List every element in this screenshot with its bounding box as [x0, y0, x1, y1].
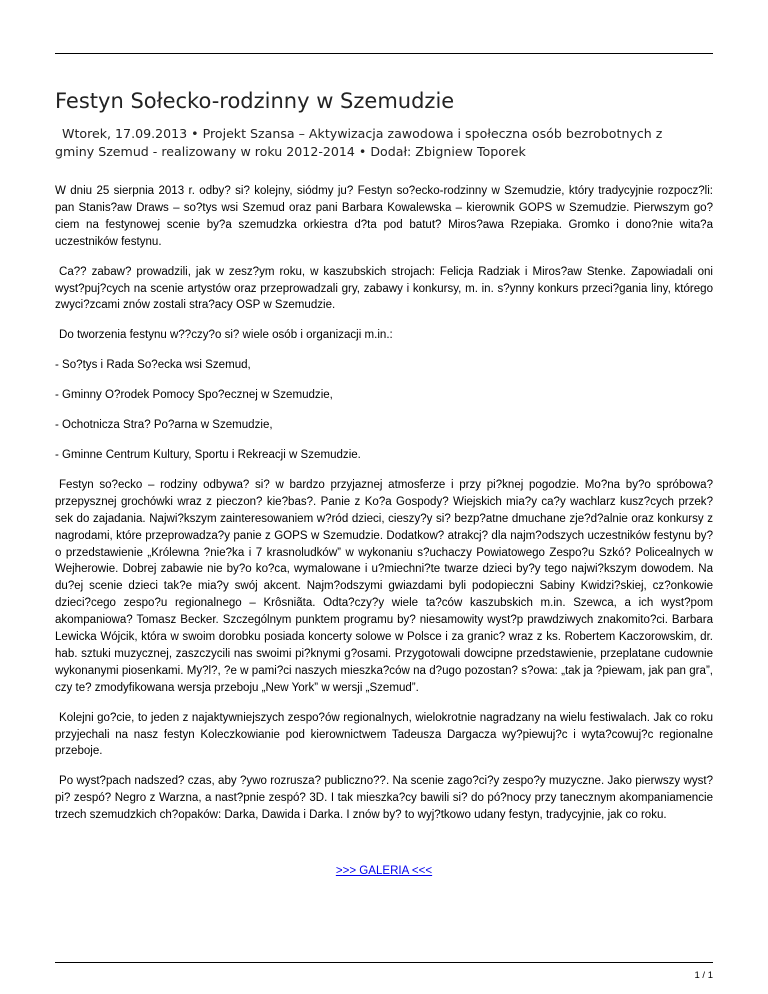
- gallery-link[interactable]: >>> GALERIA <<<: [335, 865, 433, 877]
- paragraph: Do tworzenia festynu w??czy?o si? wiele osób i organizacji m.in.:: [59, 329, 393, 342]
- list-item: - Gminne Centrum Kultury, Sportu i Rekreacji w Szemudzie.: [55, 448, 361, 461]
- paragraph: Po wyst?pach nadszed? czas, aby ?ywo rozrusza? publiczno??. Na scenie zago?ci?y zespo?y muzyczne. Jako pierwszy wyst?pi? zespó? Negro z Warzna, a nast?pnie zespó? 3D. I tak mieszka?cy bawili si? do pó?nocy przy tanecznym akompaniamencie trzech szemudzkich ch?opaków: Darka, Dawida i Darka. I znów by? to wyj?tkowo udany festyn, tradycyjnie, jak co roku.: [55, 775, 713, 822]
- list-item: - Gminny O?rodek Pomocy Spo?ecznej w Szemudzie,: [55, 389, 333, 402]
- paragraph: Festyn so?ecko – rodziny odbywa? si? w bardzo przyjaznej atmosferze i przy pi?knej pogodzie. Mo?na by?o spróbowa? przepysznej grochówki wraz z pieczon? kie?bas?. Panie z Ko?a Gospody? Wiejskich mia?y ca?y wachlarz kusz?cych przek?sek do zajadania. Najwi?kszym zainteresowaniem w?ród dzieci, cieszy?y si? bezp?atne dmuchane zje?d?alnie oraz konkursy z nagrodami, które przeprowadza?y panie z GOPS w Szemudzie. Dodatkow? atrakcj? dla najm?odszych uczestników festynu by?o przedstawienie „Królewna ?nie?ka i 7 krasnoludków” w wykonaniu s?uchaczy Powiatowego Zespo?u Szkó? Policealnych w Wejherowie. Dobrej zabawie nie by?o ko?ca, wymalowane i u?miechni?te twarze dzieci by?y tego najwi?kszym dowodem. Na du?ej scenie dzieci tak?e mia?y swój akcent. Najm?odszymi gwiazdami byli podopieczni Sabiny Kwidzi?skiej, cz?onkowie dzieci?cego zespo?u regionalnego – Krôsniãta. Odta?czy?y wiele ta?ców kaszubskich m.in. Szewca, a ich wyst?pom akompaniowa? Tomasz Becker. Szczególnym punktem programu by? niesamowity wyst?p prawdziwych znakomito?ci. Barbara Lewicka Wójcik, która w swoim dorobku posiada koncerty solowe w Polsce i za granic? wraz z ks. Robertem Kaczorowskim, dr. hab. sztuki muzycznej, zaszczycili nas swoimi pi?knymi g?osami. Przygotowali dowcipne przedstawienie, przeplatane cudownie wykonanymi piosenkami. My?l?, ?e w pami?ci naszych mieszka?ców na d?ugo pozostan? s?owa: „tak ja ?piewam, jak pan gra”, czy te? zmodyfikowana wersja przeboju „New York” w wersji „Szemud”.: [55, 478, 713, 694]
- article-body: [55, 183, 713, 837]
- bottom-rule: [55, 962, 713, 963]
- top-rule: [55, 53, 713, 54]
- list-item: - So?tys i Rada So?ecka wsi Szemud,: [55, 359, 251, 372]
- gallery-link-wrapper: [0, 865, 768, 877]
- paragraph: W dniu 25 sierpnia 2013 r. odby? si? kolejny, siódmy ju? Festyn so?ecko-rodzinny w Szemudzie, który tradycyjnie rozpocz?li: pan Stanis?aw Draws – so?tys wsi Szemud oraz pani Barbara Kowalewska – kierownik GOPS w Szemudzie. Pierwszym go?ciem na festynowej scenie by?a szemudzka orkiestra d?ta pod batut? Miros?awa Rzepiaka. Gromko i dono?nie wita?a uczestników festynu.: [55, 185, 713, 248]
- page-number: 1 / 1: [694, 970, 713, 981]
- article-meta: [55, 125, 715, 161]
- paragraph: Ca?? zabaw? prowadzili, jak w zesz?ym roku, w kaszubskich strojach: Felicja Radziak i Miros?aw Stenke. Zapowiadali oni wyst?puj?cych na scenie artystów oraz przeprowadzali gry, zabawy i konkursy, m. in. s?ynny konkurs przeci?gania liny, którego zwyci?zcami znów zostali stra?acy OSP w Szemudzie.: [55, 265, 713, 312]
- meta-line: gminy Szemud - realizowany w roku 2012-2014 • Dodał: Zbigniew Toporek: [55, 144, 526, 159]
- article-title: Festyn Sołecko-rodzinny w Szemudzie: [55, 89, 455, 113]
- meta-line: Wtorek, 17.09.2013 • Projekt Szansa – Aktywizacja zawodowa i społeczna osób bezrobotnych z: [62, 126, 663, 141]
- list-item: - Ochotnicza Stra? Po?arna w Szemudzie,: [55, 419, 273, 432]
- paragraph: Kolejni go?cie, to jeden z najaktywniejszych zespo?ów regionalnych, wielokrotnie nagradzany na wielu festiwalach. Jak co roku przyjechali na nasz festyn Koleczkowianie pod kierownictwem Tadeusza Dargacza wy?piewuj?c i wyta?cowuj?c regionalne przeboje.: [55, 711, 713, 758]
